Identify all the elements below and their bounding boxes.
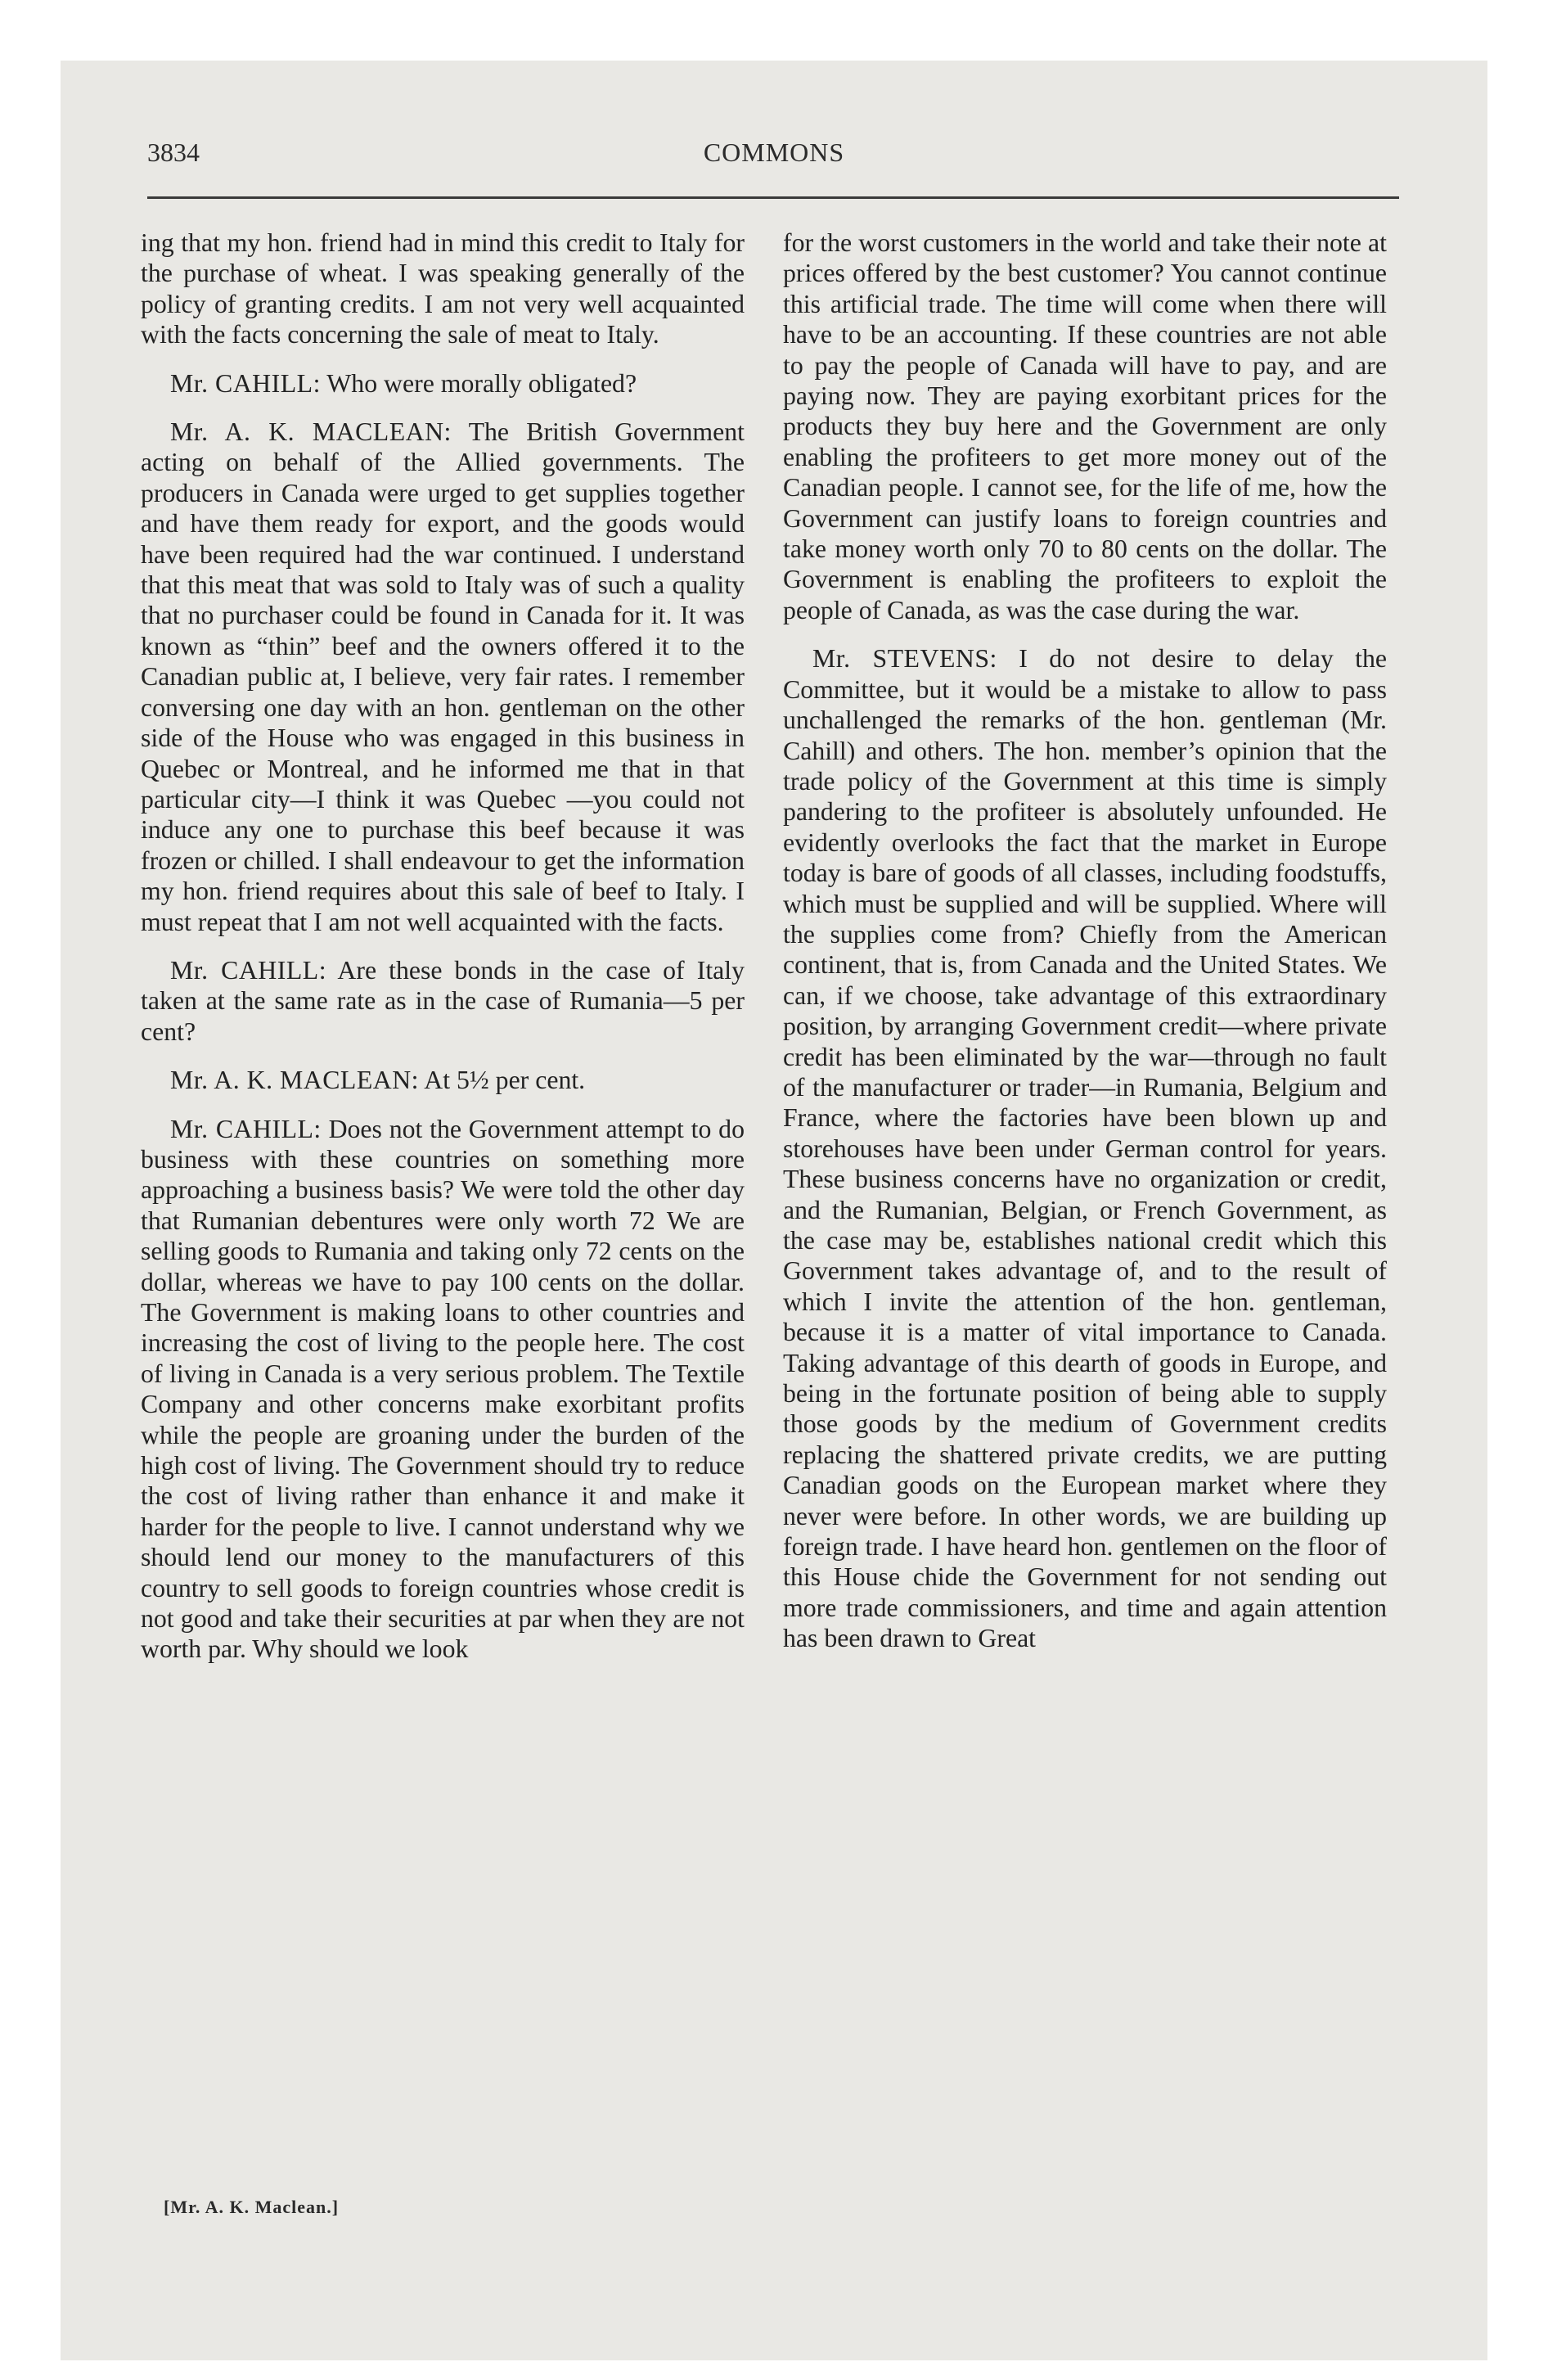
header-rule bbox=[147, 196, 1399, 199]
paragraph-text: Who were morally obligated? bbox=[326, 368, 637, 398]
speaker-name: Mr. STEVENS: bbox=[812, 644, 997, 674]
speaker-name: Mr. A. K. MACLEAN: bbox=[170, 417, 452, 447]
paragraph bbox=[141, 417, 745, 937]
paragraph-text: for the worst customers in the world and take their note at prices offered by the best customer? You cannot continue this artificial trade. The time will come when there will have to be an accounting. If these countries are not able to pay the people of Canada will have to pay, and are paying now. They are paying exorbitant prices for the products they buy here and the Government are only enabling the profiteers to get more money out of the Canadian people. I cannot see, for the life of me, how the Government can justify loans to foreign countries and take money worth only 70 to 80 cents on the dollar. The Government is enabling the profiteers to exploit the people of Canada, as was the case during the war. bbox=[783, 228, 1387, 624]
speaker-attribution: [Mr. A. K. Maclean.] bbox=[164, 2197, 340, 2217]
paragraph-text: Are these bonds in the case of Italy taken at the same rate as in the case of Rumania—5 per cent? bbox=[141, 955, 745, 1046]
paragraph bbox=[783, 228, 1387, 625]
speaker-name: Mr. CAHILL: bbox=[170, 955, 327, 985]
paragraph-text: Does not the Government attempt to do business with these countries on something more approaching a business basis? We were told the other day that Rumanian debentures were only worth 72 We are selling goods to Rumania and taking only 72 cents on the dollar, whereas we have to pay 100 cents on the dollar. The Government is making loans to other countries and increasing the cost of living to the people here. The cost of living in Canada is a very serious problem. The Textile Company and other concerns make exorbitant profits while the people are groaning under the burden of the high cost of living. The Government should try to reduce the cost of living rather than enhance it and make it harder for the people to live. I cannot understand why we should lend our money to the manufacturers of this country to sell goods to foreign countries whose credit is not good and take their securities at par when they are not worth par. Why should we look bbox=[141, 1114, 745, 1664]
speaker-name: Mr. CAHILL: bbox=[170, 368, 321, 398]
running-head: COMMONS bbox=[703, 137, 845, 167]
speaker-name: Mr. A. K. MACLEAN: bbox=[170, 1066, 420, 1095]
paragraph bbox=[141, 1065, 745, 1095]
paragraph-text: ing that my hon. friend had in mind this credit to Italy for the purchase of wheat. I was speaking generally of the policy of granting credits. I am not very well acquainted with the facts concerning the sale of meat to Italy. bbox=[141, 228, 745, 349]
speaker-name: Mr. CAHILL: bbox=[170, 1114, 322, 1143]
left-column bbox=[141, 228, 745, 1683]
paragraph bbox=[141, 228, 745, 350]
paragraph bbox=[141, 368, 745, 399]
paragraph bbox=[783, 643, 1387, 1653]
page-number: 3834 bbox=[147, 137, 200, 167]
paragraph bbox=[141, 955, 745, 1047]
right-column bbox=[783, 228, 1387, 1672]
paragraph-text: The British Government acting on behalf of the Allied governments. The producers in Canada were urged to get supplies together and have them ready for export, and the goods would have been required had the war continued. I understand that this meat that was sold to Italy was of such a quality that no purchaser could be found in Canada for it. It was known as “thin” beef and the owners offered it to the Canadian public at, I believe, very fair rates. I remember conversing one day with an hon. gentleman on the other side of the House who was engaged in this business in Quebec or Montreal, and he informed me that in that particular city—I think it was Quebec —you could not induce any one to purchase this beef because it was frozen or chilled. I shall endeavour to get the information my hon. friend requires about this sale of beef to Italy. I must repeat that I am not well acquainted with the facts. bbox=[141, 417, 745, 936]
paragraph bbox=[141, 1114, 745, 1665]
paragraph-text: At 5½ per cent. bbox=[424, 1066, 586, 1095]
paragraph-text: I do not desire to delay the Committee, but it would be a mistake to allow to pass unchallenged the remarks of the hon. gentleman (Mr. Cahill) and others. The hon. member’s opinion that the trade policy of the Government at this time is simply pandering to the profiteer is absolutely unfounded. He evidently overlooks the fact that the market in Europe today is bare of goods of all classes, including foodstuffs, which must be supplied and will be supplied. Where will the supplies come from? Chiefly from the American continent, that is, from Canada and the United States. We can, if we choose, take advantage of this extraordinary position, by arranging Government credit—where private credit has been eliminated by the war—through no fault of the manufacturer or trader—in Rumania, Belgium and France, where the factories have been blown up and storehouses have been under German control for years. These business concerns have no organization or credit, and the Rumanian, Belgian, or French Government, as the case may be, establishes national credit which this Government takes advantage of, and to the result of which I invite the attention of the hon. gentleman, because it is a matter of vital importance to Canada. Taking advantage of this dearth of goods in Europe, and being in the fortunate position of being able to supply those goods by the medium of Government credits replacing the shattered private credits, we are putting Canadian goods on the European market where they never were before. In other words, we are building up foreign trade. I have heard hon. gentlemen on the floor of this House chide the Government for not sending out more trade commissioners, and time and again attention has been drawn to Great bbox=[783, 644, 1388, 1653]
